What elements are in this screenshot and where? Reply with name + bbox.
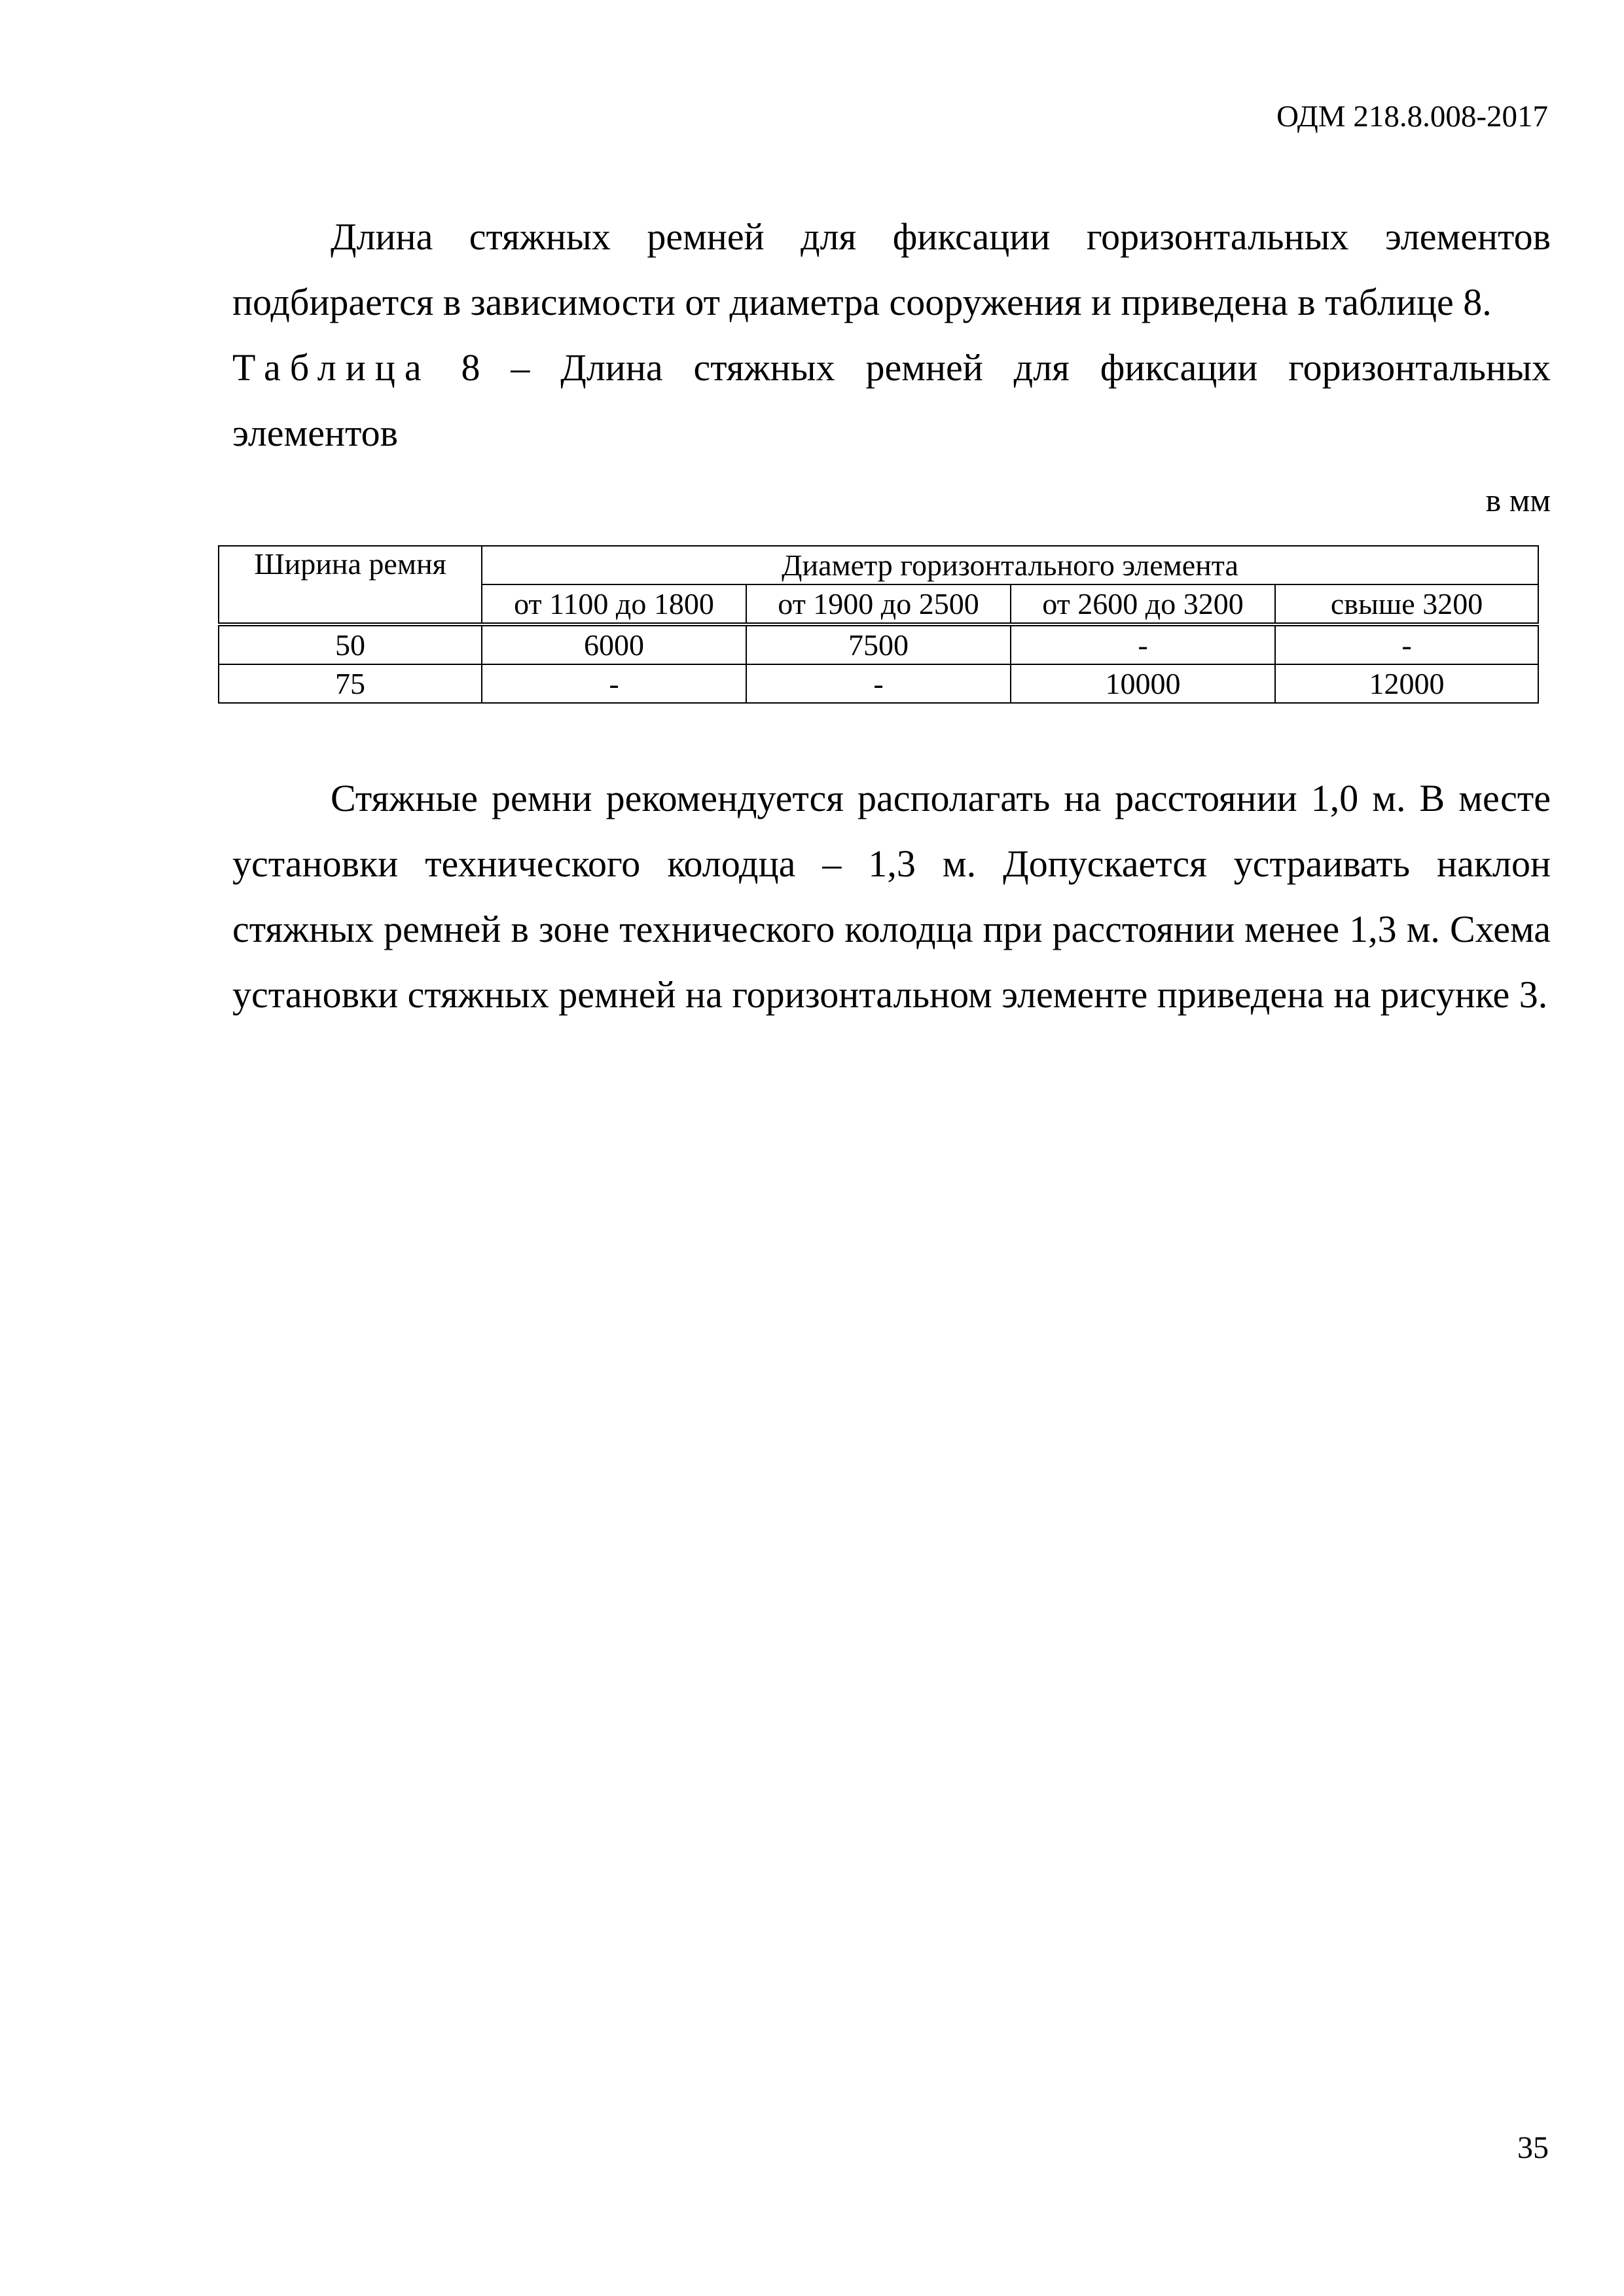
table-header-row (219, 546, 1538, 584)
body-paragraph: Стяжные ремни рекомендуется располагать на расстоянии 1,0 м. В месте установки технического колодца – 1,3 м. Допускается устраивать наклон стяжных ремней в зоне технического колодца при расстоянии менее 1,3 м. Схема установки стяжных ремней на горизонтальном элементе приведена на рисунке 3. (232, 777, 1551, 1016)
table-caption-label: Таблица (232, 346, 431, 389)
table-cell: 12000 (1275, 664, 1538, 703)
table-cell: 6000 (482, 624, 746, 664)
table-cell: - (1011, 624, 1275, 664)
table-cell: - (482, 664, 746, 703)
table-cell: - (1275, 624, 1538, 664)
table-unit: в мм (1485, 482, 1551, 518)
page-number: 35 (1517, 2130, 1549, 2165)
body-paragraph-block (232, 766, 1551, 1028)
table-cell: 10000 (1011, 664, 1275, 703)
intro-paragraph-block (232, 204, 1551, 335)
subheader-range: свыше 3200 (1275, 584, 1538, 624)
subheader-range: от 1900 до 2500 (746, 584, 1011, 624)
subheader-range: от 1100 до 1800 (482, 584, 746, 624)
header-diameter-group: Диаметр горизонтального элемента (482, 546, 1538, 584)
strap-length-table (218, 545, 1539, 704)
header-strap-width: Ширина ремня (219, 546, 482, 624)
document-code: ОДМ 218.8.008-2017 (1276, 99, 1548, 134)
table-caption (232, 335, 1551, 466)
table-row (219, 664, 1538, 703)
cell-strap-width: 50 (219, 624, 482, 664)
cell-strap-width: 75 (219, 664, 482, 703)
table-caption-title: 8 – Длина стяжных ремней для фиксации горизонтальных элементов (232, 346, 1551, 454)
table-cell: - (746, 664, 1011, 703)
table-cell: 7500 (746, 624, 1011, 664)
subheader-range: от 2600 до 3200 (1011, 584, 1275, 624)
table-row (219, 624, 1538, 664)
intro-paragraph: Длина стяжных ремней для фиксации горизонтальных элементов подбирается в зависимости от диаметра сооружения и приведена в таблице 8. (232, 215, 1551, 323)
